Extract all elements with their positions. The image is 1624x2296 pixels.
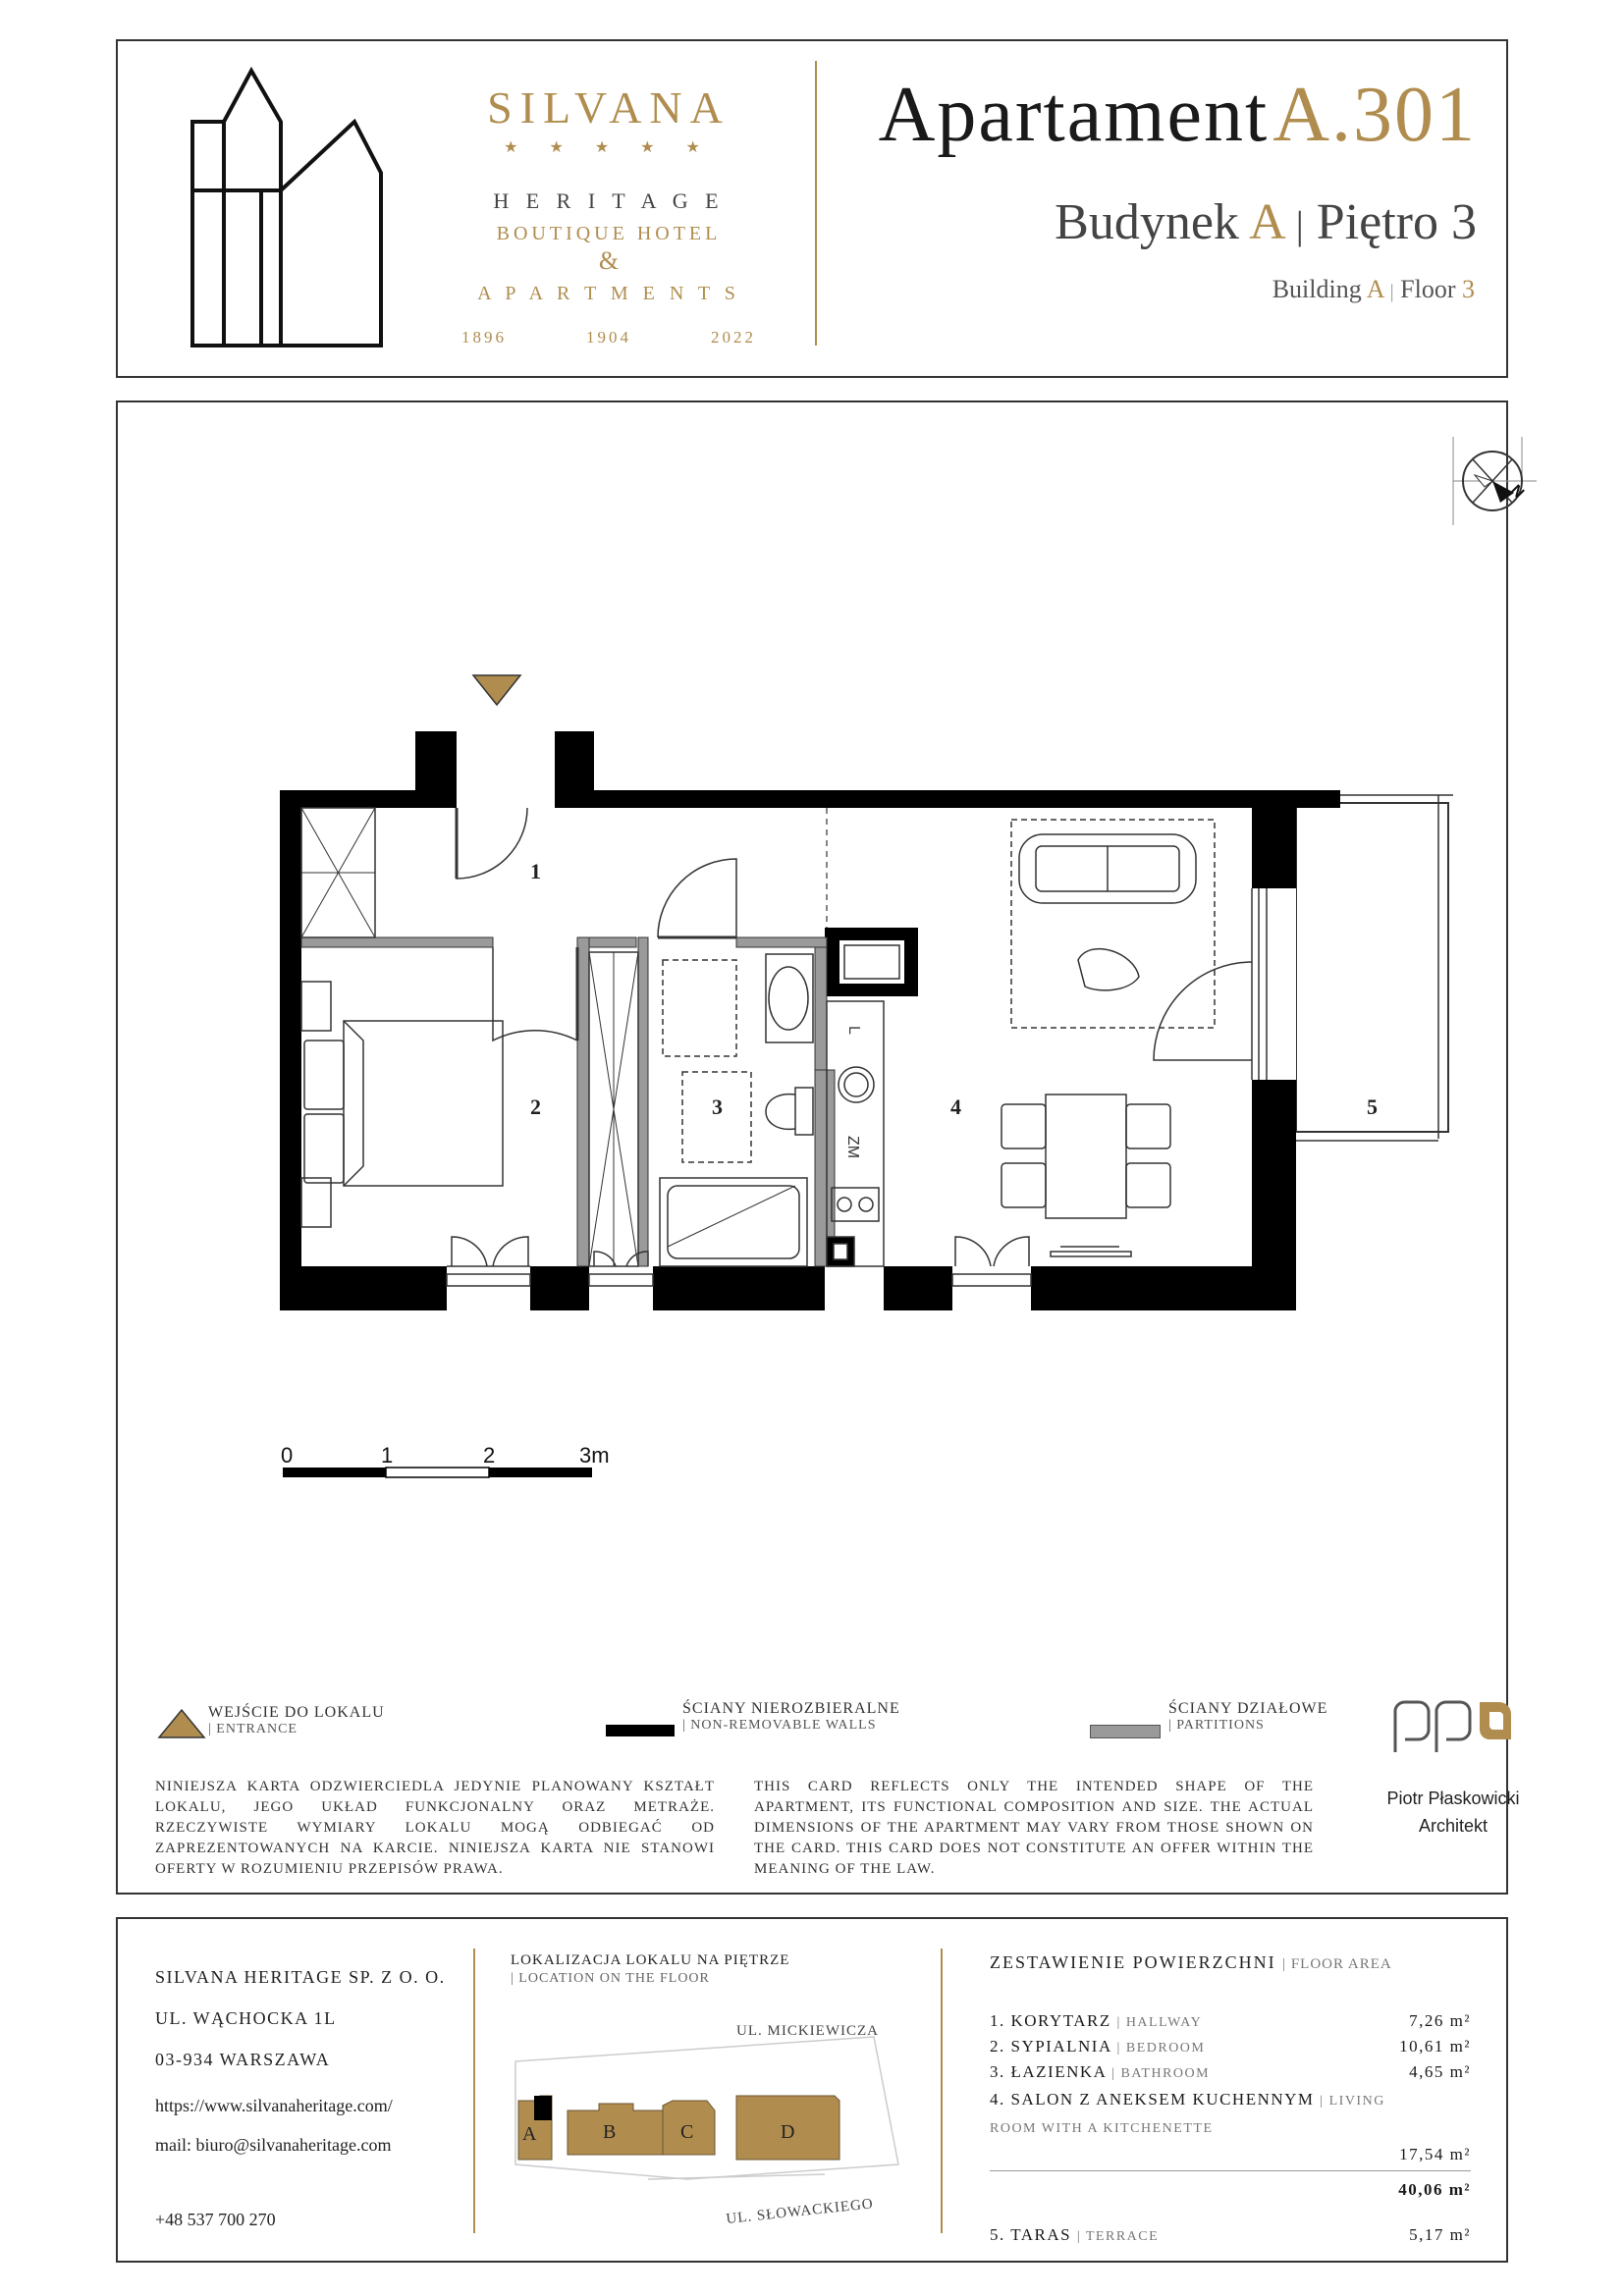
area-total-line	[990, 2170, 1471, 2171]
room-2-number: 2	[530, 1095, 541, 1119]
footer-divider-2	[941, 1949, 943, 2233]
disclaimer-en: THIS CARD REFLECTS ONLY THE INTENDED SHAPE OF THE APARTMENT, ITS FUNCTIONAL COMPOSITION AND SIZE. THE ACTUAL DIMENSIONS OF THE APARTMENT MAY VARY FROM THOSE SHOWN ON THE CARD. THIS CARD DOES NOT CONSTITUTE AN OFFER WITHIN THE MEANING OF THE LAW.	[754, 1779, 1314, 1877]
building-label: Budynek	[1055, 194, 1239, 250]
building-c-label: C	[680, 2121, 694, 2143]
floor-label: Piętro	[1316, 194, 1438, 250]
area-terrace-en: | TERRACE	[1076, 2229, 1160, 2244]
legend-entrance-pl: WEJŚCIE DO LOKALU	[208, 1704, 385, 1721]
area-row-3-en: | BATHROOM	[1111, 2066, 1211, 2081]
area-row-4-label: 4. SALON Z ANEKSEM KUCHENNYM	[990, 2090, 1315, 2109]
apartment-number: A.301	[1272, 72, 1477, 158]
architect-logo-icon	[1391, 1698, 1514, 1757]
area-title: ZESTAWIENIE POWIERZCHNI	[990, 1952, 1276, 1972]
brand-apartments: A P A R T M E N T S	[477, 283, 740, 304]
area-row-3-label: 3. ŁAZIENKA	[990, 2062, 1107, 2081]
brand-heritage: H E R I T A G E	[493, 188, 725, 213]
room-5-number: 5	[1367, 1095, 1378, 1119]
area-row-2-label: 2. SYPIALNIA	[990, 2037, 1111, 2056]
header-panel	[116, 39, 1508, 378]
hotel-logo-icon	[183, 63, 399, 347]
terrace-area	[1296, 803, 1448, 1132]
company-email[interactable]: mail: biuro@silvanaheritage.com	[155, 2135, 392, 2155]
legend-wall-swatch	[606, 1725, 675, 1736]
company-name: SILVANA HERITAGE SP. Z O. O.	[155, 1967, 446, 1987]
company-city: 03-934 WARSZAWA	[155, 2050, 331, 2069]
area-row-4-en2: ROOM WITH A KITCHENETTE	[990, 2121, 1214, 2136]
footer-divider-1	[473, 1949, 475, 2233]
scale-label-3: 3m	[579, 1443, 610, 1468]
legend-partitions-pl: ŚCIANY DZIAŁOWE	[1168, 1700, 1328, 1717]
plan-panel	[116, 400, 1528, 1895]
area-row-4-value: 17,54 m²	[1399, 2145, 1471, 2163]
location-subtitle: | LOCATION ON THE FLOOR	[511, 1971, 710, 1986]
area-row-4-en: | LIVING	[1320, 2094, 1385, 2109]
company-phone[interactable]: +48 537 700 270	[155, 2210, 276, 2229]
area-terrace-label: 5. TARAS	[990, 2225, 1072, 2244]
street-bottom-label: UL. SŁOWACKIEGO	[725, 2196, 875, 2227]
apartment-location-marker	[534, 2096, 552, 2120]
scale-label-0: 0	[281, 1443, 294, 1468]
title-prefix: Apartament	[878, 72, 1270, 158]
brand-year-1: 1896	[461, 328, 507, 347]
scale-bar	[281, 1443, 610, 1477]
street-top-label: UL. MICKIEWICZA	[736, 2023, 879, 2039]
fridge-label: L	[845, 1026, 862, 1035]
brand-amp: &	[598, 246, 620, 275]
scale-label-1: 1	[381, 1443, 394, 1468]
floor-value: 3	[1451, 194, 1477, 250]
area-row-3-value: 4,65 m²	[1409, 2062, 1471, 2081]
area-row-1-en: | HALLWAY	[1116, 2015, 1203, 2030]
entrance-marker-icon	[473, 675, 520, 705]
compass-n-label: N	[1506, 482, 1528, 503]
brand-name: SILVANA	[487, 82, 731, 133]
company-street: UL. WĄCHOCKA 1L	[155, 2008, 337, 2028]
area-terrace-value: 5,17 m²	[1409, 2225, 1471, 2244]
room-3-number: 3	[712, 1095, 723, 1119]
building-a-label: A	[522, 2123, 537, 2145]
brand-year-2: 1904	[586, 328, 631, 347]
area-row-2-en: | BEDROOM	[1116, 2041, 1206, 2056]
building-b-label: B	[603, 2121, 617, 2143]
legend-partition-swatch	[1090, 1725, 1161, 1738]
cooker-label: ZM	[844, 1136, 861, 1159]
area-total-value: 40,06 m²	[1398, 2180, 1471, 2199]
architect-name: Piotr Płaskowicki	[1386, 1789, 1520, 1808]
company-website[interactable]: https://www.silvanaheritage.com/	[155, 2096, 393, 2115]
location-title: LOKALIZACJA LOKALU NA PIĘTRZE	[511, 1952, 790, 1968]
disclaimer-pl: NINIEJSZA KARTA ODZWIERCIEDLA JEDYNIE PLANOWANY KSZTAŁT LOKALU, JEGO UKŁAD FUNKCJONALNY ORAZ METRAŻE. RZECZYWISTE WYMIARY LOKALU MOGĄ ODBIEGAĆ OD ZAPREZENTOWANYCH NA KARCIE. NINIEJSZA KARTA NIE STANOWI OFERTY W ROZUMIENIU PRZEPISÓW PRAWA.	[155, 1779, 715, 1877]
brand-boutique: BOUTIQUE HOTEL	[496, 223, 722, 244]
en-building-label: Building	[1272, 275, 1362, 303]
brand-stars: ★ ★ ★ ★ ★	[504, 139, 714, 156]
entrance-legend-icon	[157, 1708, 206, 1739]
en-floor-value: 3	[1462, 275, 1475, 303]
area-title-en: | FLOOR AREA	[1282, 1956, 1392, 1972]
floor-plan	[118, 402, 1506, 1777]
brand-year-3: 2022	[711, 328, 756, 347]
building-value: A	[1249, 194, 1283, 250]
area-row-1-label: 1. KORYTARZ	[990, 2011, 1111, 2030]
en-floor-label: Floor	[1400, 275, 1456, 303]
legend-partitions-en: | PARTITIONS	[1168, 1718, 1265, 1733]
area-row-2-value: 10,61 m²	[1399, 2037, 1471, 2056]
building-d-label: D	[781, 2121, 795, 2143]
legend-walls-pl: ŚCIANY NIEROZBIERALNE	[682, 1700, 900, 1717]
area-row-1-value: 7,26 m²	[1409, 2011, 1471, 2030]
room-1-number: 1	[530, 859, 541, 883]
legend-entrance-en: | ENTRANCE	[208, 1722, 298, 1736]
building-floor-separator: |	[1295, 203, 1304, 247]
location-map	[501, 2017, 913, 2253]
scale-label-2: 2	[483, 1443, 496, 1468]
room-4-number: 4	[950, 1095, 961, 1119]
header-divider	[815, 61, 817, 346]
en-separator: |	[1389, 281, 1394, 302]
architect-title: Architekt	[1418, 1816, 1489, 1836]
footer-panel	[116, 1917, 1508, 2263]
legend-walls-en: | NON-REMOVABLE WALLS	[682, 1718, 877, 1733]
en-building-value: A	[1366, 275, 1384, 303]
